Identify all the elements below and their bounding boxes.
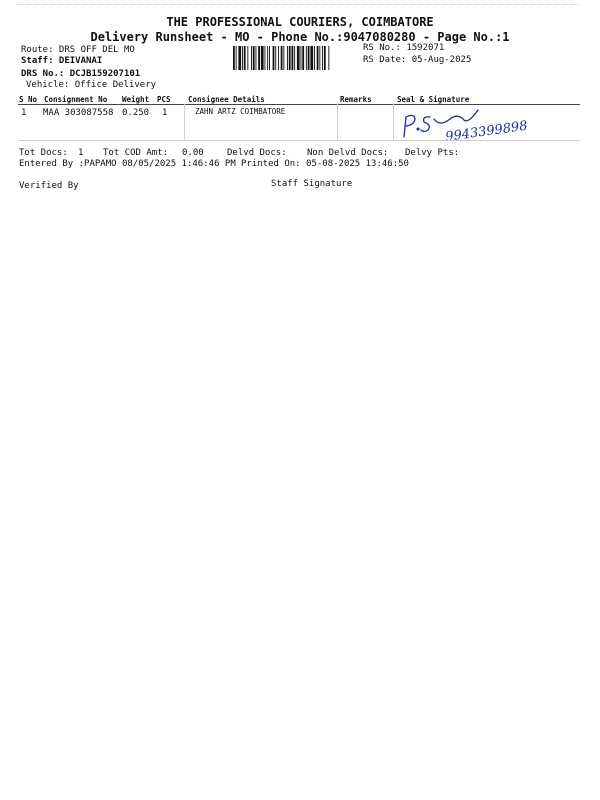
tot-cod-label: Tot COD Amt: (103, 148, 169, 158)
row-consignment-no: MAA 303087558 (43, 108, 114, 118)
col-header-weight: Weight (122, 95, 150, 104)
verified-by-label: Verified By (19, 181, 79, 191)
col-header-consignment: Consignment No (44, 95, 108, 104)
printed-on: Printed On: 05-08-2025 13:46:50 (241, 159, 409, 169)
col-header-consignee: Consignee Details (188, 95, 265, 104)
col-header-sno: S No (19, 95, 38, 104)
delvd-docs-label: Delvd Docs: (227, 148, 287, 158)
runsheet-subtitle: Delivery Runsheet - MO - Phone No.:9047080280 - Page No.:1 (90, 30, 510, 44)
vehicle-label: Vehicle: Office Delivery (26, 80, 157, 90)
company-title: THE PROFESSIONAL COURIERS, COIMBATORE (166, 15, 434, 29)
column-divider (393, 104, 394, 140)
top-rule (18, 4, 580, 5)
staff-label: Staff: DEIVANAI (21, 56, 103, 66)
row-consignee: ZAHN ARTZ COIMBATORE (195, 107, 286, 116)
col-header-seal: Seal & Signature (397, 95, 470, 104)
tot-docs-label: Tot Docs: (19, 148, 68, 158)
route-label: Route: DRS OFF DEL MO (21, 45, 135, 55)
row-pcs: 1 (162, 108, 168, 118)
rs-date: RS Date: 05-Aug-2025 (363, 55, 472, 65)
handwritten-phone: 9943399898 (444, 118, 529, 145)
col-header-remarks: Remarks (340, 95, 372, 104)
column-divider (184, 104, 185, 140)
column-divider (337, 104, 338, 140)
non-delvd-docs-label: Non Delvd Docs: (307, 148, 389, 158)
drs-number: DRS No.: DCJB159207101 (21, 69, 141, 79)
row-sno: 1 (21, 108, 27, 118)
rs-number: RS No.: 1592071 (363, 43, 445, 53)
tot-docs-value: 1 (78, 148, 84, 158)
staff-signature-label: Staff Signature (271, 179, 353, 189)
delvy-pts-label: Delvy Pts: (405, 148, 460, 158)
barcode-image (233, 46, 357, 70)
tot-cod-value: 0.00 (182, 148, 204, 158)
row-rule (18, 140, 580, 141)
row-weight: 0.250 (122, 108, 150, 118)
entered-by: Entered By :PAPAMO 08/05/2025 1:46:46 PM (19, 159, 236, 169)
col-header-pcs: PCS (157, 95, 171, 104)
